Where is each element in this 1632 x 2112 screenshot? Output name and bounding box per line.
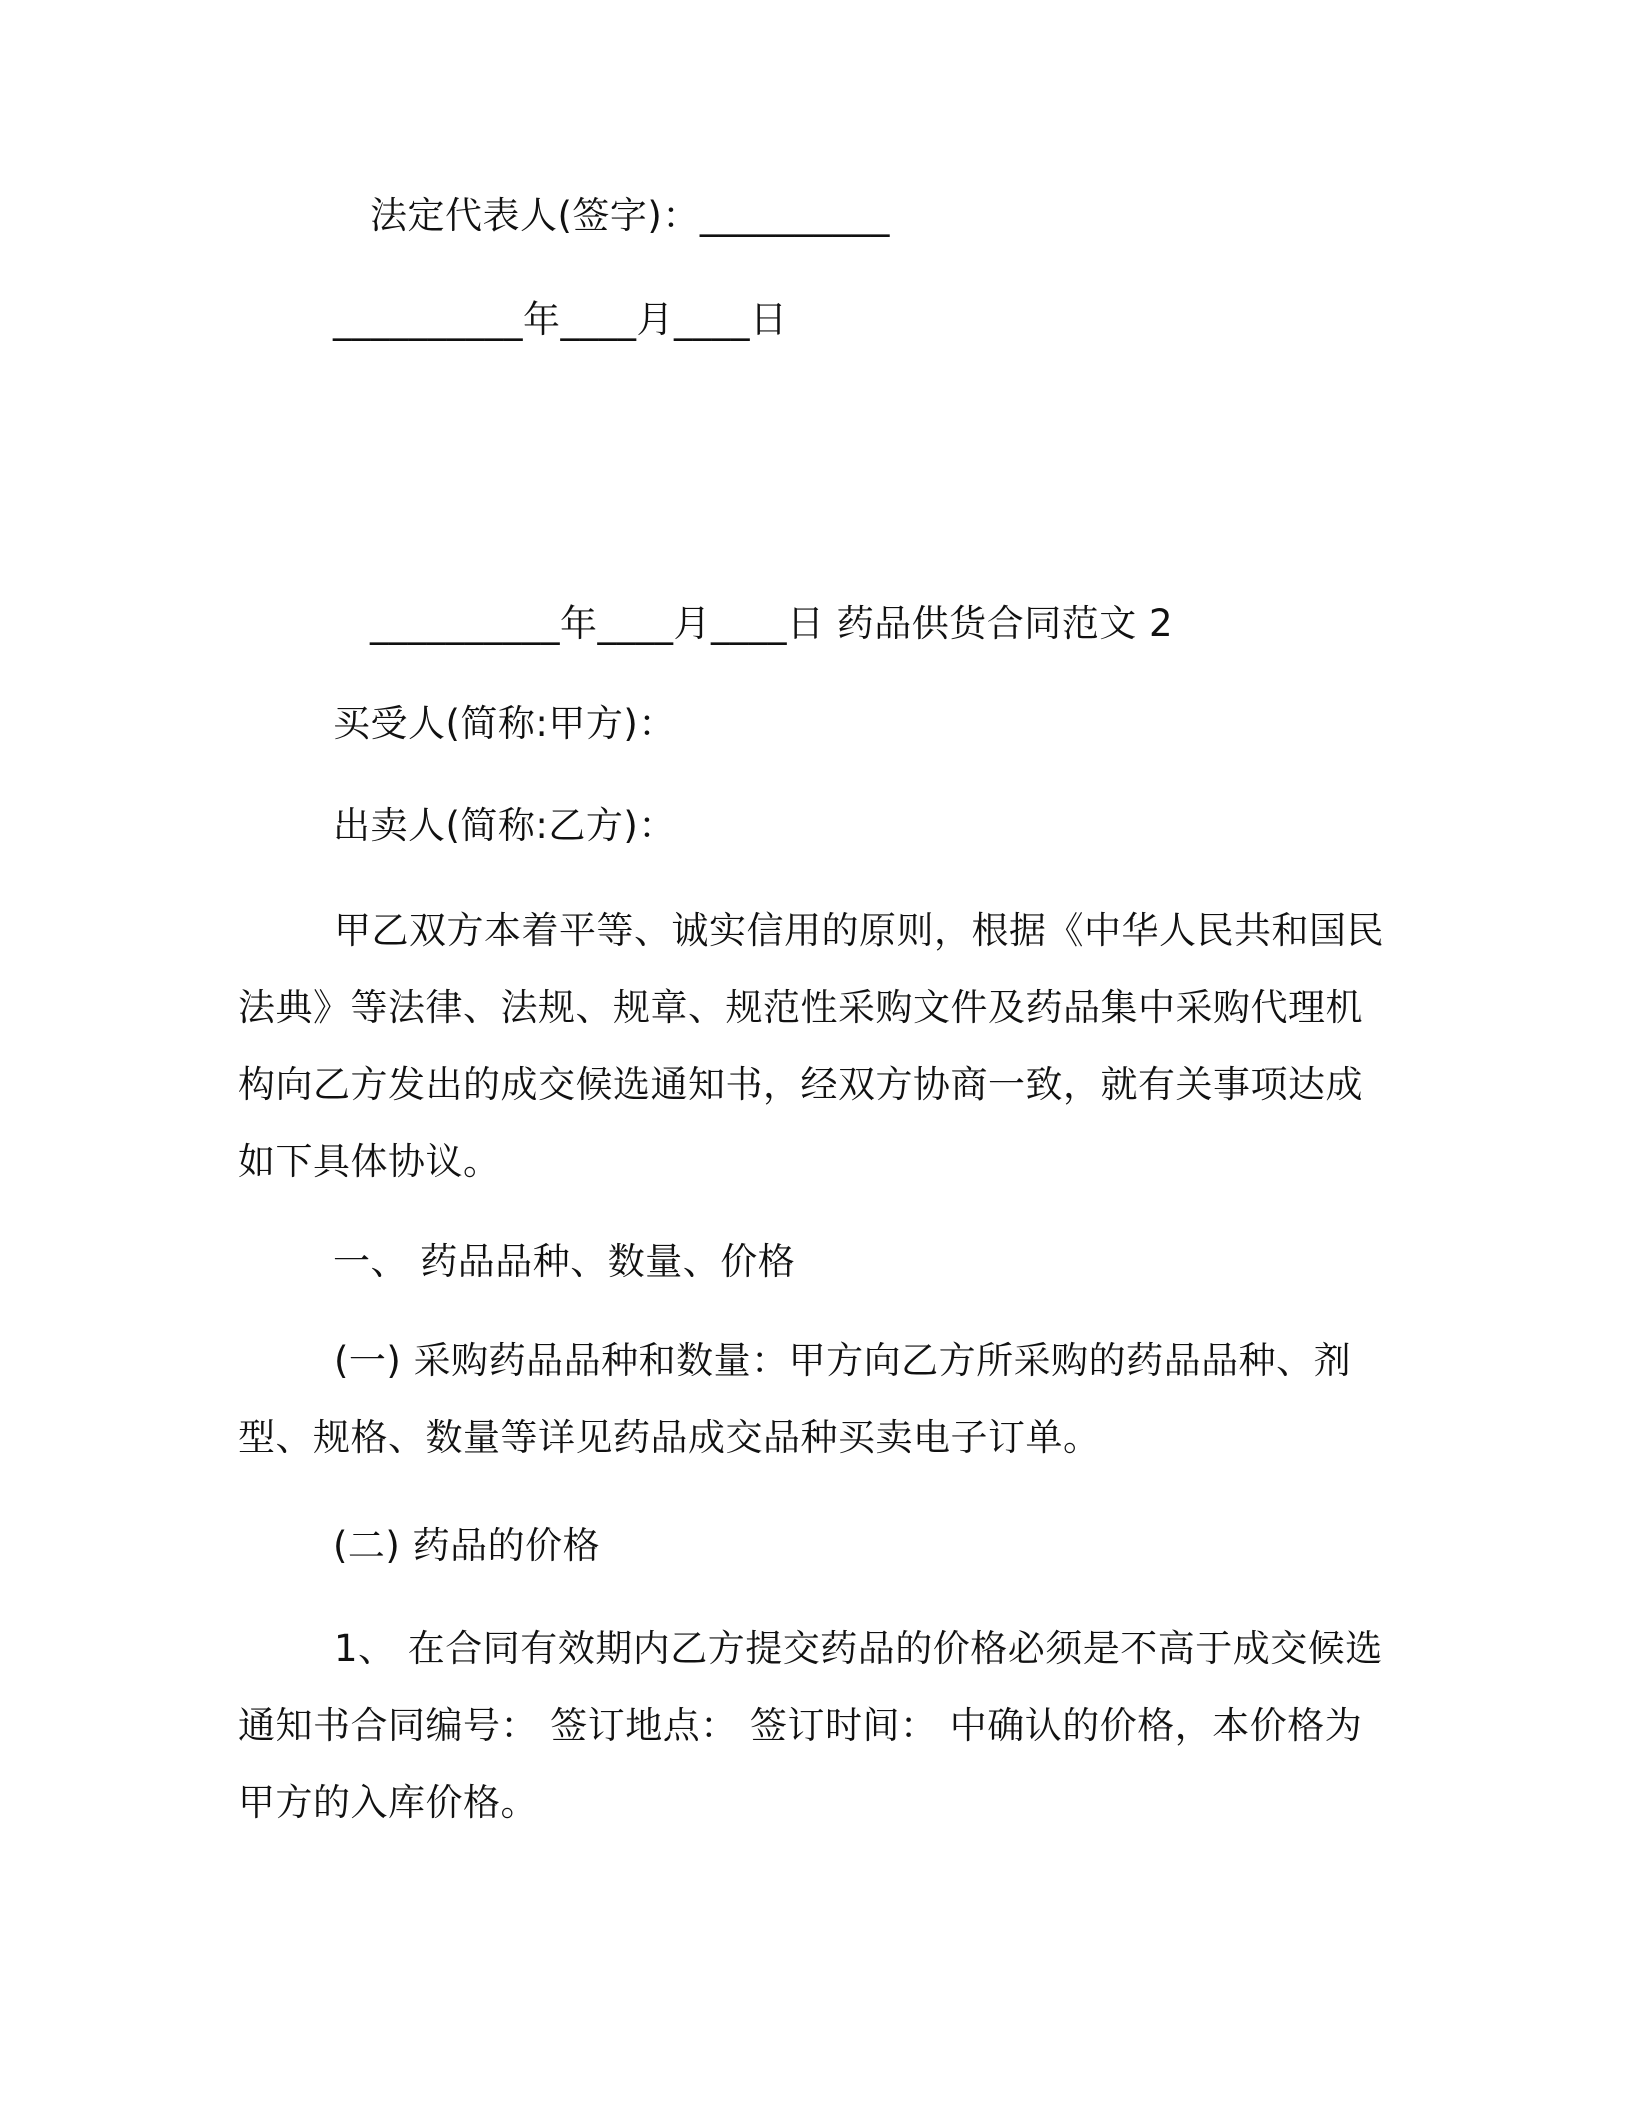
- signature-date-line: __________年____月____日: [333, 298, 788, 341]
- price-item-one-paragraph: 1、 在合同有效期内乙方提交药品的价格必须是不高于成交候选通知书合同编号： 签订地点： 签订时间： 中确认的价格，本价格为甲方的入库价格。: [238, 1627, 1383, 1824]
- seller-party-line: 出卖人(简称:乙方)：: [333, 804, 676, 847]
- section-one-title: 一、 药品品种、数量、价格: [333, 1240, 796, 1283]
- legal-representative-signature-line: 法定代表人(签字)：__________: [370, 194, 890, 237]
- contract-heading: __________年____月____日 药品供货合同范文 2: [370, 602, 1174, 645]
- buyer-party-line: 买受人(简称:甲方)：: [333, 702, 676, 745]
- subsection-one-paragraph: (一) 采购药品品种和数量：甲方向乙方所采购的药品品种、剂型、规格、数量等详见药品成交品种买卖电子订单。: [238, 1339, 1352, 1459]
- subsection-two-title: (二) 药品的价格: [333, 1524, 601, 1567]
- intro-paragraph: 甲乙双方本着平等、诚实信用的原则，根据《中华人民共和国民法典》等法律、法规、规章、规范性采购文件及药品集中采购代理机构向乙方发出的成交候选通知书，经双方协商一致，就有关事项达成如下具体协议。: [238, 909, 1384, 1183]
